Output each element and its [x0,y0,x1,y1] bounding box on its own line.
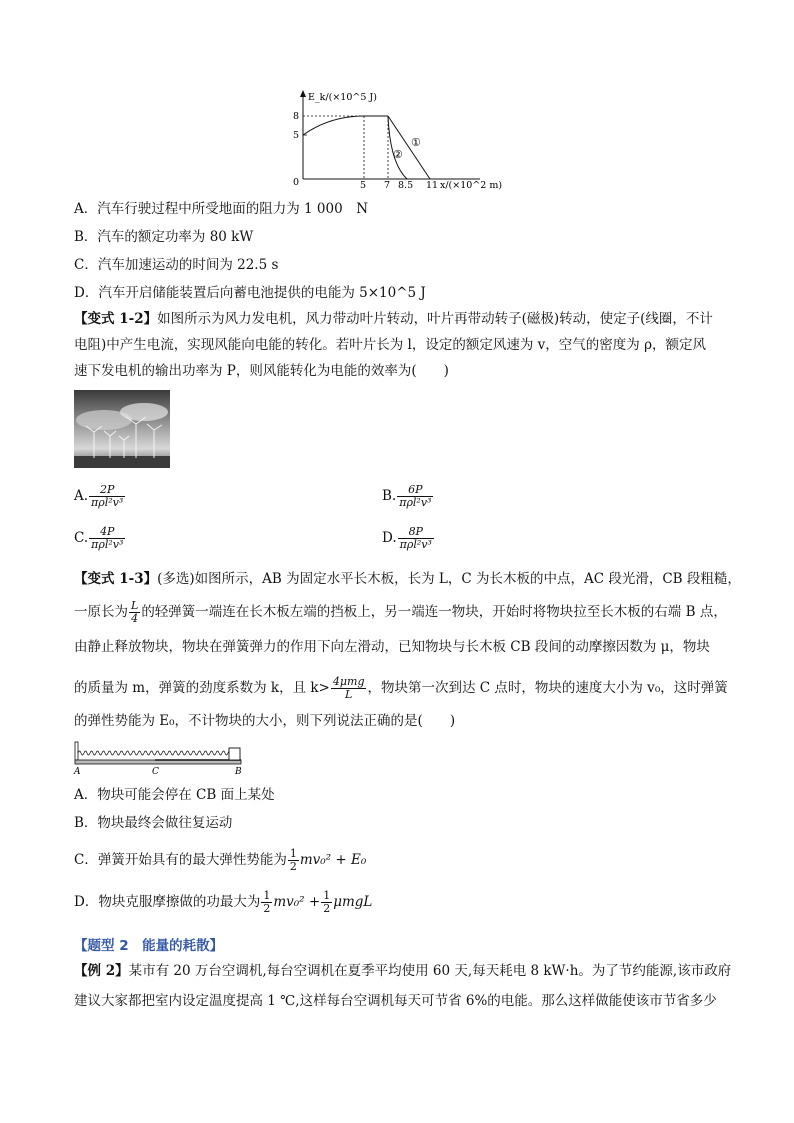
y-axis-label: E_k/(×10^5 J) [308,92,377,103]
q2-line-1: 【变式 1-2】如图所示为风力发电机，风力带动叶片转动，叶片再带动转子(磁极)转动，使定子(线圈，不计 [74,311,713,327]
q3-line-2: 一原长为 $\frac{L}{4}$ 的轻弹簧一端连在长木板左端的挡板上，另一端连一物块，开始时将物块拉至长木板的右端 B 点， [74,599,727,625]
x-tick-8-5: 8.5 [398,180,414,190]
q3-option-c: C．弹簧开始具有的最大弹性势能为 $\frac{1}{2}$ mv₀² + E₀ [74,847,367,873]
q3-line-5: 的弹性势能为 E₀，不计物块的大小，则下列说法正确的是( ) [74,713,456,729]
q3-line-1: 【变式 1-3】(多选)如图所示，AB 为固定水平长木板，长为 L，C 为长木板的中点，AC 段光滑，CB 段粗糙， [74,571,741,587]
q3-option-d: D．物块克服摩擦做的功最大为 $\frac{1}{2}$ mv₀² + $\frac{1}{2}$ μmgL [74,889,373,915]
q3-option-a: A．物块可能会停在 CB 面上某处 [74,787,275,803]
wind-turbine-photo [74,390,170,468]
x-axis-label: x/(×10^2 m) [440,180,503,190]
q1-option-a: A．汽车行驶过程中所受地面的阻力为 1 000 N [74,201,369,217]
energy-distance-graph [280,88,510,190]
q1-option-c: C．汽车加速运动的时间为 22.5 s [74,257,279,273]
origin-label: 0 [293,177,300,188]
example2-line-1: 【例 2】某市有 20 万台空调机,每台空调机在夏季平均使用 60 天,每天耗电 8 kW·h。为了节约能源,该市政府 [74,963,732,979]
q3-option-b: B．物块最终会做往复运动 [74,815,233,831]
q1-option-b: B．汽车的额定功率为 80 kW [74,229,254,245]
x-tick-11: 11 [426,180,439,190]
section-heading: 【题型 2 能量的耗散】 [74,938,224,954]
q2-option-c: C. $\frac{4P}{\text{πρl²v³}}$ [74,525,124,551]
spring-board-diagram [72,740,252,776]
curve-label-1: ① [411,136,421,149]
q2-tag: 【变式 1-2】 [74,311,158,327]
x-tick-7: 7 [384,180,391,190]
q3-tag: 【变式 1-3】 [74,571,158,587]
curve-label-2: ② [393,148,403,161]
y-tick-8: 8 [293,111,300,122]
q2-line-2: 电阻)中产生电流，实现风能向电能的转化。若叶片长为 l，设定的额定风速为 v，空气的密度为 ρ，额定风 [74,337,707,353]
label-b: B [235,767,242,776]
q2-option-b: B. $\frac{6P}{\text{πρl²v³}}$ [382,483,432,509]
example2-tag: 【例 2】 [74,963,129,979]
q3-line-4: 的质量为 m，弹簧的劲度系数为 k，且 k> $\frac{\text{4μmg}}{L}$ ，物块第一次到达 C 点时，物块的速度大小为 v₀，这时弹簧 [74,675,728,701]
x-tick-5: 5 [360,180,367,190]
label-c: C [152,767,159,776]
q1-option-d: D．汽车开启储能装置后向蓄电池提供的电能为 5×10^5 J [74,285,426,301]
y-tick-5: 5 [293,130,300,141]
q2-line-3: 速下发电机的输出功率为 P，则风能转化为电能的效率为( ) [74,363,449,379]
q2-option-a: A. $\frac{2P}{\text{πρl²v³}}$ [74,483,124,509]
q3-line-3: 由静止释放物块，物块在弹簧弹力的作用下向左滑动，已知物块与长木板 CB 段间的动摩擦因数为 μ，物块 [74,639,710,655]
label-a: A [74,767,81,776]
q2-option-d: D. $\frac{8P}{\text{πρl²v³}}$ [382,525,432,551]
example2-line-2: 建议大家都把室内设定温度提高 1 ℃,这样每台空调机每天可节省 6%的电能。那么这样做能使该市节省多少 [74,993,717,1009]
